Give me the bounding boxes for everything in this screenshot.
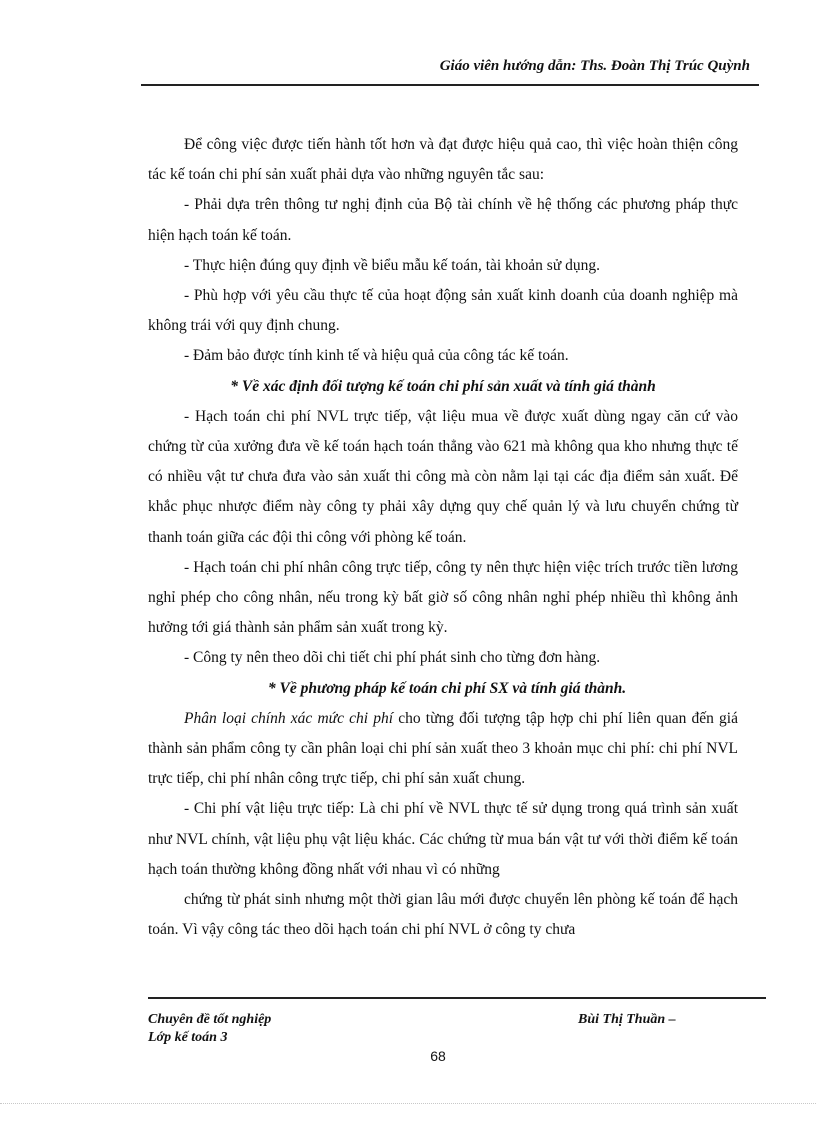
paragraph-order-tracking: - Công ty nên theo dõi chi tiết chi phí phát sinh cho từng đơn hàng. — [184, 649, 601, 667]
paragraph-material-cost: - Chi phí vật liệu trực tiếp: Là chi phí về NVL thực tế sử dụng trong quá trình sản xuất như NVL chính, vật liệu phụ vật liệu khác. Các chứng từ mua bán vật tư với thời điểm kế toán hạch toán thường không đồng nhất với nhau vì có những — [148, 800, 738, 878]
paragraph-direct-labor: - Hạch toán chi phí nhân công trực tiếp, công ty nên thực hiện việc trích trước tiền lương nghỉ phép cho công nhân, nếu trong kỳ bất giờ số công nhân nghỉ phép nhiều thì không ảnh hưởng tới giá thành sản phẩm sản xuất trong kỳ. — [148, 558, 738, 637]
footer-class-label: Lớp kế toán 3 — [148, 1030, 228, 1045]
page-number: 68 — [430, 1048, 446, 1064]
paragraph-principle-2: - Thực hiện đúng quy định về biểu mẫu kế toán, tài khoản sử dụng. — [184, 256, 600, 274]
page-boundary-dotted-line — [0, 1103, 816, 1104]
paragraph-cost-classification — [148, 704, 738, 795]
footer-thesis-label: Chuyên đề tốt nghiệp — [148, 1012, 272, 1027]
header-divider — [141, 84, 759, 86]
paragraph-principle-1: - Phải dựa trên thông tư nghị định của Bộ tài chính về hệ thống các phương pháp thực hiện hạch toán kế toán. — [148, 196, 738, 244]
paragraph-cost-classification-text: cho từng đối tượng tập hợp chi phí liên quan đến giá thành sản phẩm công ty cần phân loại chi phí sản xuất theo 3 khoản mục chi phí: chi phí NVL trực tiếp, chi phí nhân công trực tiếp, chi phí sản xuất chung. — [148, 709, 738, 788]
document-body — [148, 130, 738, 945]
paragraph-direct-materials: - Hạch toán chi phí NVL trực tiếp, vật liệu mua về được xuất dùng ngay căn cứ vào chứng từ của xưởng đưa về kế toán hạch toán thẳng vào 621 mà không qua kho nhưng thực tế có nhiều vật tư chưa đưa vào sản xuất thi công mà còn nằm lại tại các địa điểm sản xuất. Để khắc phục nhược điểm này công ty phải xây dựng quy chế quản lý và lưu chuyển chứng từ thanh toán giữa các đội thi công với phòng kế toán. — [148, 407, 738, 546]
emphasis-text: Phân loại chính xác mức chi phí — [184, 709, 394, 727]
paragraph-principle-3: - Phù hợp với yêu cầu thực tế của hoạt động sản xuất kinh doanh của doanh nghiệp mà không trái với quy định chung. — [148, 287, 738, 335]
page-header: Giáo viên hướng dẫn: Ths. Đoàn Thị Trúc Quỳnh — [439, 58, 750, 74]
paragraph-material-cost-continued: chứng từ phát sinh nhưng một thời gian lâu mới được chuyển lên phòng kế toán để hạch toán. Vì vậy công tác theo dõi hạch toán chi phí NVL ở công ty chưa — [148, 891, 738, 939]
section-heading-cost-objects: * Về xác định đối tượng kế toán chi phí sản xuất và tính giá thành — [230, 377, 656, 395]
paragraph-intro: Để công việc được tiến hành tốt hơn và đạt được hiệu quả cao, thì việc hoàn thiện công tác kế toán chi phí sản xuất phải dựa vào những nguyên tắc sau: — [148, 136, 738, 184]
paragraph-principle-4: - Đảm bảo được tính kinh tế và hiệu quả của công tác kế toán. — [184, 347, 569, 365]
footer-divider — [148, 997, 766, 999]
footer-left — [148, 1011, 271, 1047]
section-heading-cost-method: * Về phương pháp kế toán chi phí SX và tính giá thành. — [267, 679, 627, 697]
footer-author: Bùi Thị Thuần – — [578, 1012, 676, 1027]
